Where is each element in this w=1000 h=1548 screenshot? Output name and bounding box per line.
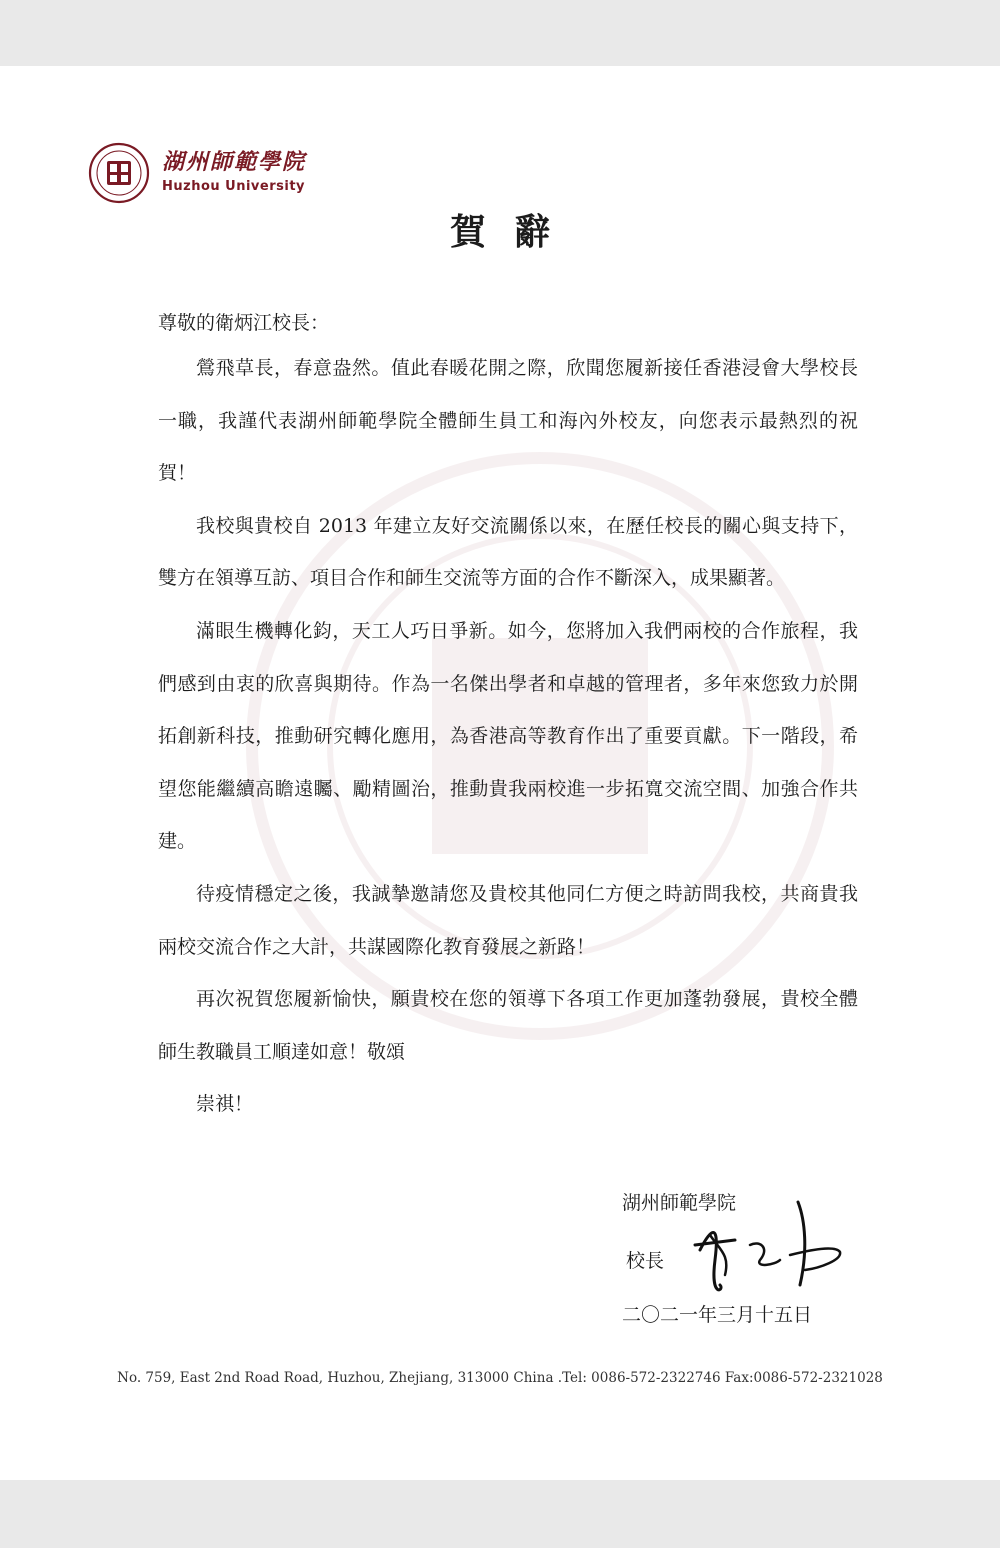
paragraph: 我校與貴校自 2013 年建立友好交流關係以來，在歷任校長的關心與支持下，雙方在領導互訪、項目合作和師生交流等方面的合作不斷深入，成果顯著。 bbox=[158, 514, 858, 590]
letter-date: 二〇二一年三月十五日 bbox=[622, 1304, 813, 1326]
signer-organization: 湖州師範學院 bbox=[622, 1192, 737, 1214]
signer-role: 校長 bbox=[626, 1250, 665, 1272]
paragraph: 待疫情穩定之後，我誠摯邀請您及貴校其他同仁方便之時訪問我校，共商貴我兩校交流合作之大計，共謀國際化教育發展之新路！ bbox=[158, 882, 858, 958]
letter-title: 賀辭 bbox=[449, 211, 578, 253]
logo-english-name: Huzhou University bbox=[162, 179, 306, 194]
footer-address: No. 759, East 2nd Road Road, Huzhou, Zhejiang, 313000 China .Tel: 0086-572-2322746 Fax:0086-572-2321028 bbox=[117, 1370, 883, 1386]
paragraph: 鶯飛草長，春意盎然。值此春暖花開之際，欣聞您履新接任香港浸會大學校長一職，我謹代表湖州師範學院全體師生員工和海內外校友，向您表示最熱烈的祝賀！ bbox=[158, 357, 858, 485]
letter-body bbox=[158, 342, 858, 1131]
salutation: 尊敬的衛炳江校長： bbox=[158, 312, 330, 334]
university-seal-icon bbox=[88, 142, 150, 204]
handwritten-signature bbox=[680, 1190, 850, 1300]
logo-chinese-name: 湖州師範學院 bbox=[162, 150, 307, 175]
closing-salute: 崇祺！ bbox=[196, 1093, 254, 1116]
paragraph: 滿眼生機轉化鈞，天工人巧日爭新。如今，您將加入我們兩校的合作旅程，我們感到由衷的欣喜與期待。作為一名傑出學者和卓越的管理者，多年來您致力於開拓創新科技，推動研究轉化應用，為香港高等教育作出了重要貢獻。下一階段，希望您能繼續高瞻遠矚、勵精圖治，推動貴我兩校進一步拓寬交流空間、加強合作共建。 bbox=[158, 619, 858, 853]
paragraph: 再次祝賀您履新愉快，願貴校在您的領導下各項工作更加蓬勃發展，貴校全體師生教職員工順達如意！敬頌 bbox=[158, 988, 858, 1063]
university-logo bbox=[88, 142, 306, 204]
letter-page bbox=[0, 66, 1000, 1480]
